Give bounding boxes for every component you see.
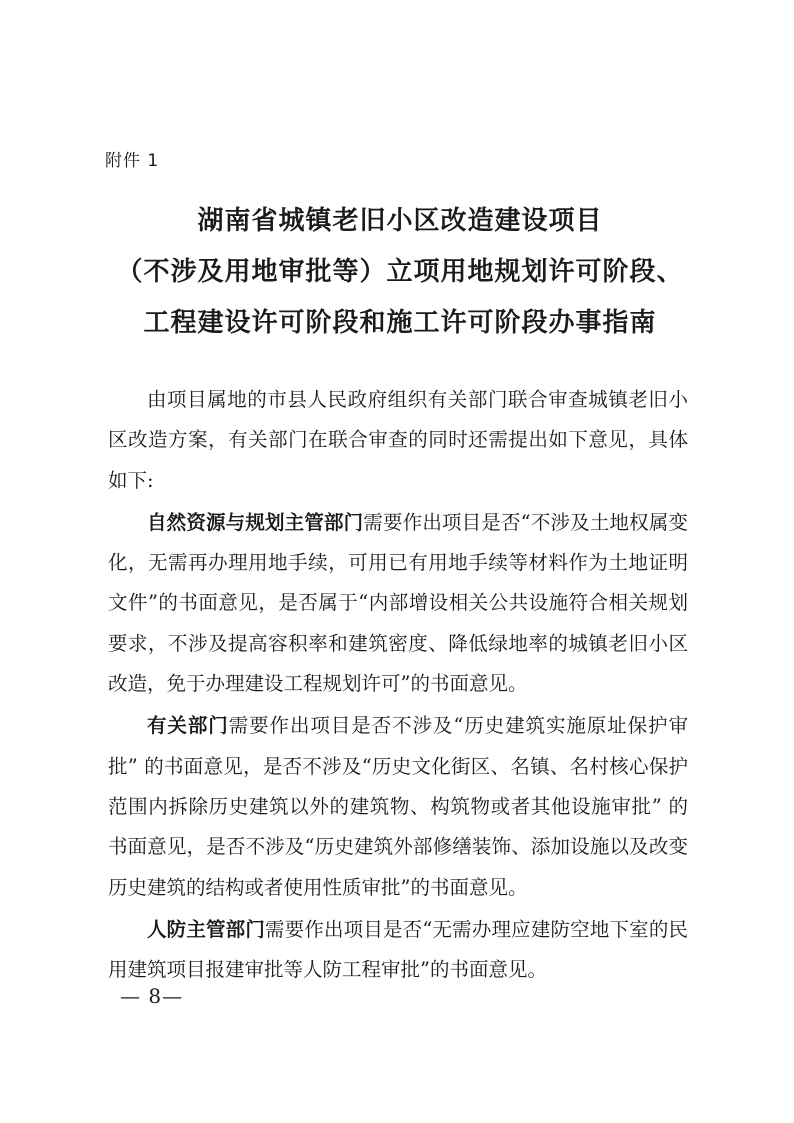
title-line-2: （不涉及用地审批等）立项用地规划许可阶段、 <box>116 257 684 287</box>
intro-paragraph: 由项目属地的市县人民政府组织有关部门联合审查城镇老旧小区改造方案，有关部门在联合审查的同时还需提出如下意见，具体如下: <box>108 388 688 492</box>
paragraph-relevant-departments <box>108 706 688 907</box>
paragraph-natural-resources-text: 需要作出项目是否“不涉及土地权属变化，无需再办理用地手续，可用已有用地手续等材料作为土地证明文件”的书面意见，是否属于“内部增设相关公共设施符合相关规划要求，不涉及提高容积率和建筑密度、降低绿地率的城镇老旧小区改造，免于办理建设工程规划许可”的书面意见。 <box>108 510 688 696</box>
paragraph-relevant-departments-text: 需要作出项目是否不涉及“历史建筑实施原址保护审批” 的书面意见，是否不涉及“历史文化街区、名镇、名村核心保护范围内拆除历史建筑以外的建筑物、构筑物或者其他设施审批” 的书面意见，是否不涉及“历史建筑外部修缮装饰、添加设施以及改变历史建筑的结构或者使用性质审批”的书面意见。 <box>108 714 688 899</box>
document-title <box>100 196 700 349</box>
paragraph-civil-air-defense <box>108 910 688 991</box>
document-body <box>108 380 688 992</box>
paragraph-natural-resources <box>108 503 688 704</box>
dept-natural-resources: 自然资源与规划主管部门 <box>147 510 364 534</box>
dept-civil-air-defense: 人防主管部门 <box>147 917 266 941</box>
title-line-3: 工程建设许可阶段和施工许可阶段办事指南 <box>143 308 657 338</box>
page-number: — 8— <box>120 984 184 1008</box>
attachment-label: 附件 1 <box>105 151 160 171</box>
dept-relevant: 有关部门 <box>147 714 229 738</box>
paragraph-civil-air-defense-text: 需要作出项目是否“无需办理应建防空地下室的民用建筑项目报建审批等人防工程审批”的书面意见。 <box>108 917 688 982</box>
title-line-1: 湖南省城镇老旧小区改造建设项目 <box>197 206 603 236</box>
